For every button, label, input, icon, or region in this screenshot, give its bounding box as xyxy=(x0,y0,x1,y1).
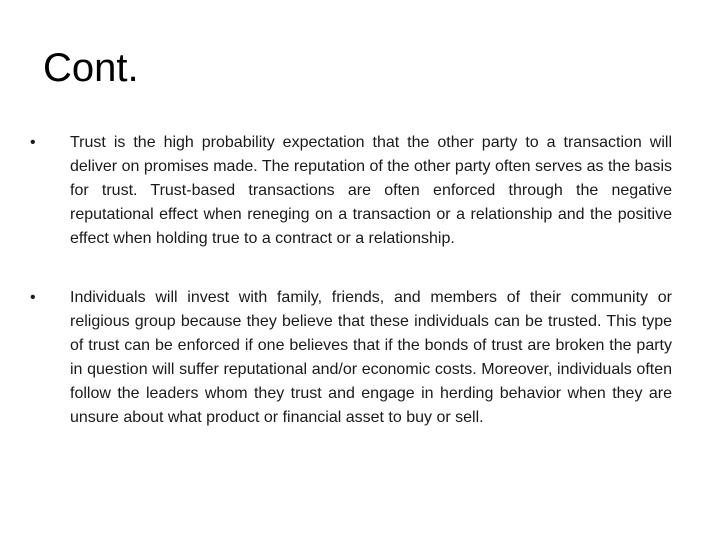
bullet-text: Trust is the high probability expectation that the other party to a transaction will deliver on promises made. The reputation of the other party often serves as the basis for trust. Trust-based transactions are often enforced through the negative reputational effect when reneging on a transaction or a relationship and the positive effect when holding true to a contract or a relationship. xyxy=(70,134,672,247)
bullet-marker: • xyxy=(30,134,36,151)
bullet-list xyxy=(30,131,672,465)
bullet-marker: • xyxy=(30,289,36,306)
bullet-item-trust-definition xyxy=(30,131,672,251)
bullet-text: Individuals will invest with family, friends, and members of their community or religious group because they believe that these individuals can be trusted. This type of trust can be enforced if one believes that if the bonds of trust are broken the party in question will suffer reputational and/or economic costs. Moreover, individuals often follow the leaders whom they trust and engage in herding behavior when they are unsure about what product or financial asset to buy or sell. xyxy=(70,289,672,426)
slide-title: Cont. xyxy=(43,46,139,90)
bullet-item-individual-investment xyxy=(30,286,672,430)
